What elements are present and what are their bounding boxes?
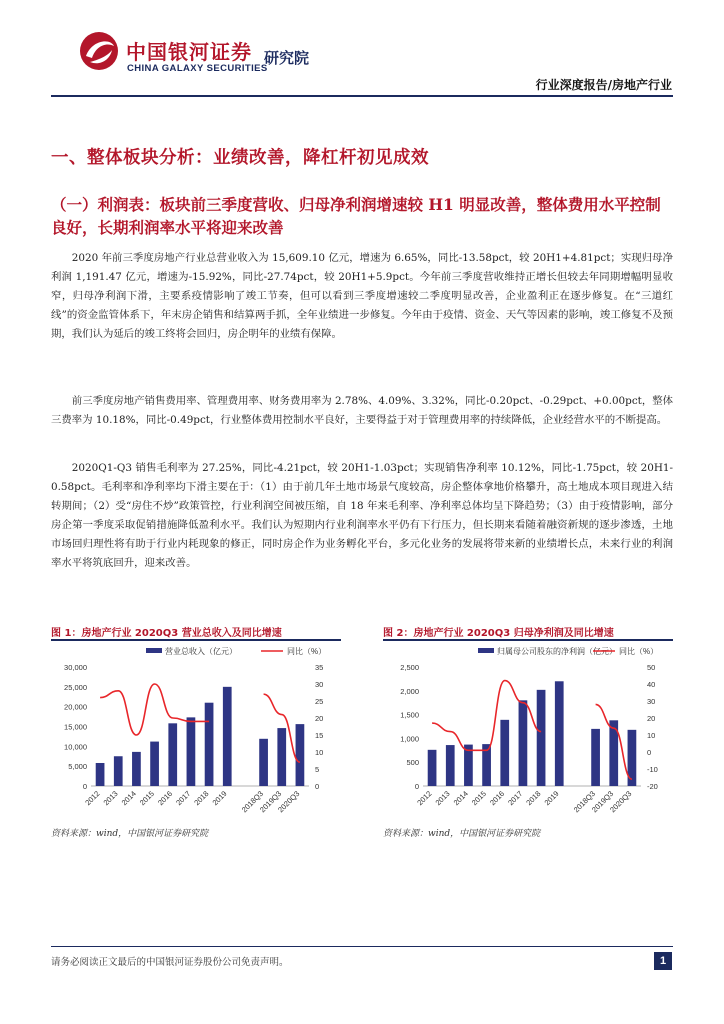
- footer-disclaimer: 请务必阅读正文最后的中国银河证券股份公司免责声明。: [51, 957, 289, 968]
- fig2-y-right-tick: 30: [647, 697, 656, 706]
- fig2-bar: [519, 700, 528, 786]
- fig2-y-right-tick: 40: [647, 680, 656, 689]
- fig1-x-tick: 2016: [156, 789, 175, 808]
- fig2-bar: [428, 750, 437, 786]
- subsection-title: （一）利润表：板块前三季度营收、归母净利润增速较 H1 明显改善，整体费用水平控制良好，长期利润率水平将迎来改善: [51, 195, 661, 237]
- fig2-y-left-tick: 2,500: [400, 663, 419, 672]
- fig2-x-tick: 2017: [506, 789, 525, 808]
- fig1-legend-bar-swatch: [146, 648, 162, 653]
- fig2-x-tick: 2016: [488, 789, 507, 808]
- footer-divider: [51, 946, 673, 947]
- fig2-y-right-tick: -20: [647, 782, 658, 791]
- galaxy-logo-icon: [78, 30, 120, 72]
- brand-name-en: CHINA GALAXY SECURITIES: [127, 63, 268, 74]
- fig1-y-right-tick: 30: [315, 680, 324, 689]
- header-divider: [51, 95, 673, 97]
- figure-2-chart: [383, 643, 673, 823]
- fig2-x-tick: 2012: [415, 789, 434, 808]
- fig1-bar: [259, 739, 268, 786]
- fig1-bar: [96, 763, 105, 786]
- fig2-y-right-tick: 50: [647, 663, 656, 672]
- fig1-y-right-tick: 35: [315, 663, 324, 672]
- brand-unit: 研究院: [264, 49, 310, 67]
- fig1-bar: [223, 687, 232, 786]
- figure-1-source: 资料来源：wind，中国银河证券研究院: [51, 829, 209, 839]
- fig1-x-tick: 2020Q3: [276, 789, 302, 815]
- figure-2-rule: [383, 639, 673, 641]
- section-title: 一、整体板块分析：业绩改善，降杠杆初见成效: [51, 148, 429, 168]
- fig1-x-tick: 2019Q3: [257, 789, 284, 815]
- fig2-x-tick: 2013: [433, 789, 452, 808]
- fig2-y-left-tick: 2,000: [400, 686, 419, 696]
- fig2-y-left-tick: 1,000: [400, 734, 419, 744]
- figure-1-title: 图 1：房地产行业 2020Q3 营业总收入及同比增速: [51, 628, 282, 639]
- fig1-y-right-tick: 25: [315, 697, 324, 706]
- fig1-x-tick: 2013: [101, 789, 120, 808]
- fig1-x-tick: 2014: [119, 789, 138, 808]
- fig1-bar: [168, 723, 177, 786]
- fig1-y-left-tick: 5,000: [68, 762, 87, 772]
- fig1-y-right-tick: 0: [315, 782, 320, 791]
- fig1-y-left-tick: 10,000: [64, 742, 87, 752]
- fig2-bar: [446, 745, 455, 786]
- figure-1-rule: [51, 639, 341, 641]
- paragraph-3: 2020Q1-Q3 销售毛利率为 27.25%，同比-4.21pct，较 20H1-1.03pct；实现销售净利率 10.12%，同比-1.75pct，较 20H1-0.58pct。毛利率和净利率均下滑主要在于：（1）由于前几年土地市场景气度较高，房企整体拿地价格攀升，高土地成本项目现进入结转期间；（2）受“房住不炒”政策管控，行业利润空间被压缩，自 18 年来毛利率、净利率总体均呈下降趋势；（3）由于疫情影响，部分房企第一季度采取促销措施降低盈利水平。我们认为短期内行业利润率水平仍有下行压力，但长期来看随着融资新规的逐步渗透，土地市场回归理性将有助于行业内耗现象的修正，同时房企作为业务孵化平台，多元化业务的发展将带来新的业绩增长点，未来行业的利润率水平将筑底回升，迎来改善。: [51, 462, 673, 569]
- fig2-y-right-tick: 10: [647, 731, 656, 740]
- fig1-y-left-tick: 30,000: [64, 663, 87, 672]
- fig1-x-tick: 2015: [137, 789, 156, 808]
- fig1-x-tick: 2012: [83, 789, 102, 808]
- figure-1-chart: [51, 643, 341, 823]
- fig2-y-left-tick: 0: [414, 782, 419, 791]
- fig2-x-tick: 2014: [451, 789, 470, 808]
- fig2-x-tick: 2018Q3: [571, 789, 597, 815]
- fig2-y-right-tick: -10: [647, 765, 658, 774]
- fig1-legend-bar-label: 营业总收入（亿元）: [165, 647, 237, 656]
- fig1-x-tick: 2017: [174, 789, 193, 808]
- fig2-y-right-tick: 0: [647, 748, 652, 757]
- page-number: 1: [654, 952, 672, 970]
- fig1-y-right-tick: 15: [315, 731, 324, 740]
- fig1-x-tick: 2019: [210, 789, 229, 808]
- fig1-bar: [187, 717, 196, 786]
- fig1-x-tick: 2018Q3: [239, 789, 265, 815]
- fig1-bar: [114, 756, 123, 786]
- fig2-x-tick: 2020Q3: [608, 789, 634, 815]
- paragraph-1: 2020 年前三季度房地产行业总营业收入为 15,609.10 亿元，增速为 6.65%，同比-13.58pct，较 20H1+4.81pct；实现归母净利润 1,191.47 亿元，增速为-15.92%，同比-27.74pct，较 20H1+5.9pct。今年前三季度营收维持正增长但较去年同期增幅明显收窄，归母净利润下滑，主要系疫情影响了竣工节奏，但可以看到三季度增速较二季度明显改善，企业盈利正在逐步修复。在“三道红线”的资金监管体系下，年末房企销售和结算两手抓，全年业绩进一步修复。今年由于疫情、资金、天气等因素的影响，竣工修复不及预期，我们认为延后的竣工终将会回归，房企明年的业绩有保障。: [51, 252, 673, 340]
- fig1-y-right-tick: 5: [315, 765, 320, 774]
- fig1-legend-line-label: 同比（%）: [287, 647, 327, 656]
- fig1-y-left-tick: 0: [82, 782, 87, 791]
- fig1-y-right-tick: 10: [315, 748, 324, 757]
- fig1-y-left-tick: 25,000: [64, 682, 87, 692]
- fig1-bar: [150, 742, 159, 786]
- fig1-y-left-tick: 20,000: [64, 702, 87, 712]
- fig2-bar: [500, 720, 509, 786]
- fig2-y-left-tick: 1,500: [400, 710, 419, 720]
- fig1-bar: [277, 728, 286, 786]
- fig2-x-tick: 2019: [542, 789, 561, 808]
- report-type: 行业深度报告/房地产行业: [535, 78, 672, 92]
- fig2-bar: [555, 681, 564, 786]
- fig1-bar: [296, 724, 305, 786]
- brand-name-cn: 中国银河证券: [126, 40, 252, 64]
- fig1-y-left-tick: 15,000: [64, 722, 87, 732]
- paragraph-2: 前三季度房地产销售费用率、管理费用率、财务费用率为 2.78%、4.09%、3.32%，同比-0.20pct、-0.29pct、+0.00pct，整体三费率为 10.18%，同比-0.49pct，行业整体费用控制水平良好，主要得益于对于管理费用率的持续降低，企业经营水平的不断提高。: [51, 395, 673, 426]
- figure-2-source: 资料来源：wind，中国银河证券研究院: [383, 829, 541, 839]
- fig2-x-tick: 2015: [469, 789, 488, 808]
- fig2-y-left-tick: 500: [406, 758, 419, 768]
- fig2-legend-bar-label: 归属母公司股东的净利润（亿元）: [497, 647, 617, 656]
- fig2-bar: [591, 729, 600, 786]
- fig1-bar: [132, 752, 141, 786]
- fig2-legend-line-label: 同比（%）: [619, 647, 659, 656]
- fig2-x-tick: 2018: [524, 789, 543, 808]
- fig2-y-right-tick: 20: [647, 714, 656, 723]
- fig2-x-tick: 2019Q3: [589, 789, 616, 815]
- fig2-bar: [537, 690, 546, 786]
- fig1-bar: [205, 703, 214, 786]
- figure-2-title: 图 2：房地产行业 2020Q3 归母净利润及同比增速: [383, 628, 614, 639]
- fig1-y-right-tick: 20: [315, 714, 324, 723]
- fig1-x-tick: 2018: [192, 789, 211, 808]
- fig2-legend-bar-swatch: [478, 648, 494, 653]
